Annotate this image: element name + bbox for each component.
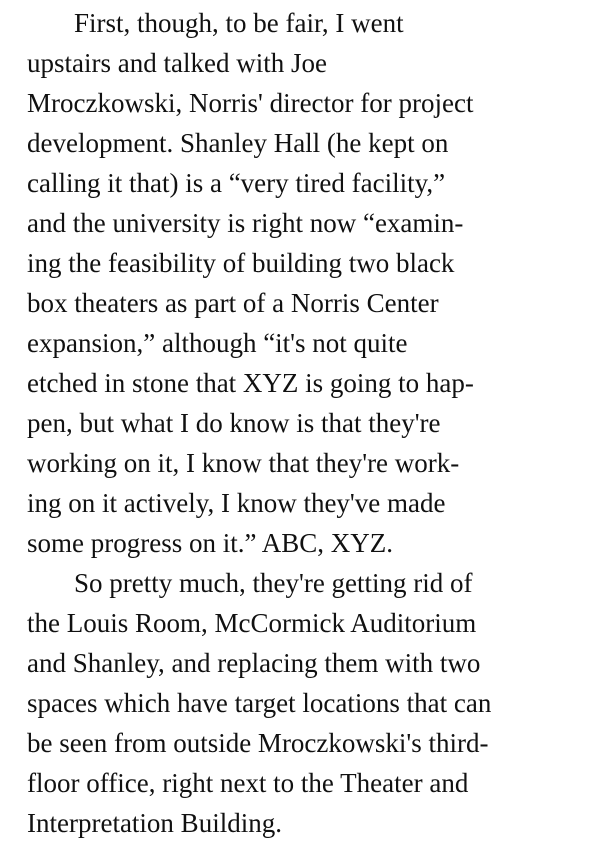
text-line: calling it that) is a “very tired facility,” (27, 168, 446, 198)
text-line: floor office, right next to the Theater and (27, 768, 469, 798)
text-line: the Louis Room, McCormick Auditorium (27, 608, 477, 638)
text-line: working on it, I know that they're work- (27, 448, 460, 478)
text-line: Mroczkowski, Norris' director for project (27, 88, 474, 118)
text-line: be seen from outside Mroczkowski's third- (27, 728, 489, 758)
text-line: First, though, to be fair, I went (74, 8, 404, 38)
text-line: ing on it actively, I know they've made (27, 488, 446, 518)
text-line: some progress on it.” ABC, XYZ. (27, 528, 393, 558)
text-line: expansion,” although “it's not quite (27, 328, 408, 358)
text-line: Interpretation Building. (27, 808, 282, 838)
text-line: and the university is right now “examin- (27, 208, 464, 238)
text-line: and Shanley, and replacing them with two (27, 648, 481, 678)
text-line: etched in stone that XYZ is going to hap- (27, 368, 474, 398)
text-line: box theaters as part of a Norris Center (27, 288, 439, 318)
text-line: pen, but what I do know is that they're (27, 408, 441, 438)
text-line: spaces which have target locations that can (27, 688, 492, 718)
text-line: So pretty much, they're getting rid of (74, 568, 473, 598)
text-line: development. Shanley Hall (he kept on (27, 128, 449, 158)
text-line: ing the feasibility of building two black (27, 248, 455, 278)
text-line: upstairs and talked with Joe (27, 48, 327, 78)
